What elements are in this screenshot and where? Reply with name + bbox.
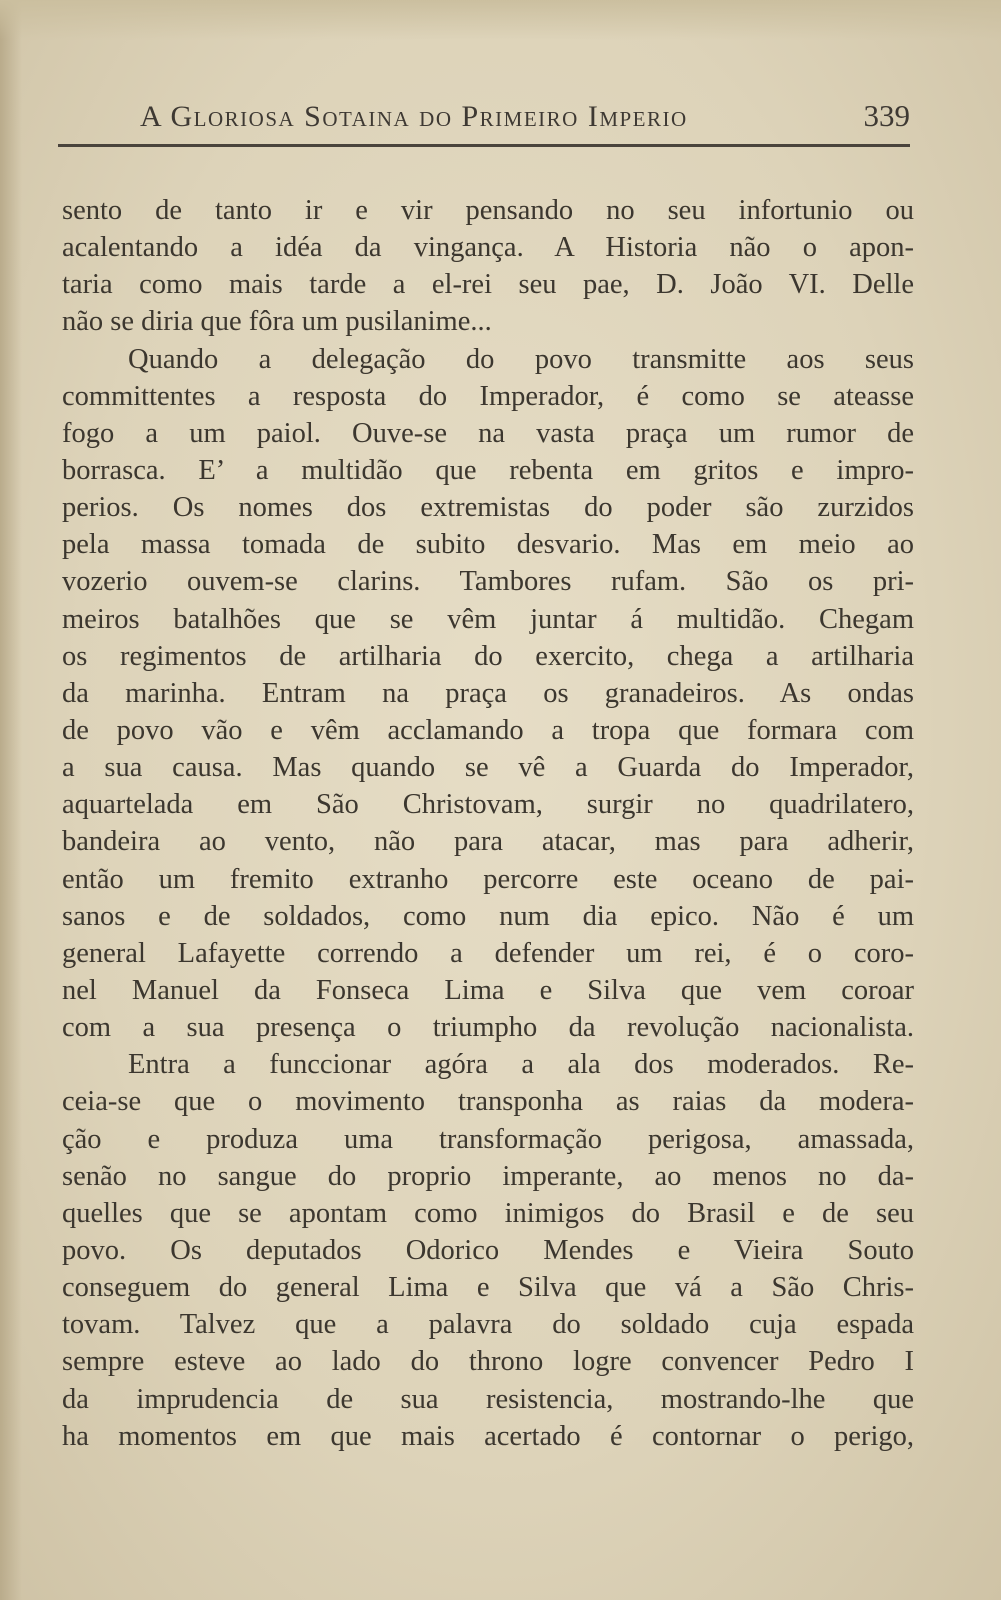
text-line: então um fremito extranho percorre este oceano de pai- xyxy=(62,863,914,895)
text-line: pela massa tomada de subito desvario. Mas em meio ao xyxy=(62,529,914,561)
text-line: meiros batalhões que se vêm juntar á multidão. Chegam xyxy=(62,603,914,635)
text-line: ha momentos em que mais acertado é contornar o perigo, xyxy=(62,1420,914,1452)
text-line: acalentando a idéa da vingança. A Historia não o apon- xyxy=(62,232,914,264)
running-title: A Gloriosa Sotaina do Primeiro Imperio xyxy=(140,100,688,133)
text-line: os regimentos de artilharia do exercito, chega a artilharia xyxy=(62,640,914,672)
page-header xyxy=(58,96,910,140)
text-line: bandeira ao vento, não para atacar, mas para adherir, xyxy=(62,826,914,858)
paragraph-start-line: Entra a funccionar agóra a ala dos moderados. Re- xyxy=(128,1049,914,1081)
text-line: não se diria que fôra um pusilanime... xyxy=(62,306,492,338)
page-number: 339 xyxy=(863,98,910,133)
text-line: fogo a um paiol. Ouve-se na vasta praça um rumor de xyxy=(62,417,914,449)
text-line: borrasca. E’ a multidão que rebenta em gritos e impro- xyxy=(62,454,914,486)
text-line: aquartelada em São Christovam, surgir no quadrilatero, xyxy=(62,789,914,821)
text-line: com a sua presença o triumpho da revolução nacionalista. xyxy=(62,1012,914,1044)
text-line: quelles que se apontam como inimigos do Brasil e de seu xyxy=(62,1197,914,1229)
text-line: povo. Os deputados Odorico Mendes e Vieira Souto xyxy=(62,1234,914,1266)
text-line: committentes a resposta do Imperador, é como se ateasse xyxy=(62,380,914,412)
page-top-shadow xyxy=(0,0,1001,40)
text-line: sanos e de soldados, como num dia epico. Não é um xyxy=(62,900,914,932)
paragraph-start-line: Quando a delegação do povo transmitte aos seus xyxy=(128,343,914,375)
body-text xyxy=(62,192,914,1455)
text-line: ção e produza uma transformação perigosa, amassada, xyxy=(62,1123,914,1155)
text-line: senão no sangue do proprio imperante, ao menos no da- xyxy=(62,1160,914,1192)
header-rule xyxy=(58,144,910,147)
text-line: conseguem do general Lima e Silva que vá a São Chris- xyxy=(62,1272,914,1304)
text-line: da imprudencia de sua resistencia, mostrando-lhe que xyxy=(62,1383,914,1415)
text-line: taria como mais tarde a el-rei seu pae, D. João VI. Delle xyxy=(62,269,914,301)
text-line: a sua causa. Mas quando se vê a Guarda do Imperador, xyxy=(62,752,914,784)
text-line: tovam. Talvez que a palavra do soldado cuja espada xyxy=(62,1309,914,1341)
page-edge-shadow xyxy=(0,0,22,1600)
text-line: perios. Os nomes dos extremistas do poder são zurzidos xyxy=(62,492,914,524)
text-line: de povo vão e vêm acclamando a tropa que formara com xyxy=(62,714,914,746)
text-line: sempre esteve ao lado do throno logre convencer Pedro I xyxy=(62,1346,914,1378)
text-line: nel Manuel da Fonseca Lima e Silva que vem coroar xyxy=(62,974,914,1006)
text-line: ceia-se que o movimento transponha as raias da modera- xyxy=(62,1086,914,1118)
text-line: vozerio ouvem-se clarins. Tambores rufam. São os pri- xyxy=(62,566,914,598)
text-line: sento de tanto ir e vir pensando no seu infortunio ou xyxy=(62,195,914,226)
text-line: general Lafayette correndo a defender um rei, é o coro- xyxy=(62,937,914,969)
text-line: da marinha. Entram na praça os granadeiros. As ondas xyxy=(62,677,914,709)
